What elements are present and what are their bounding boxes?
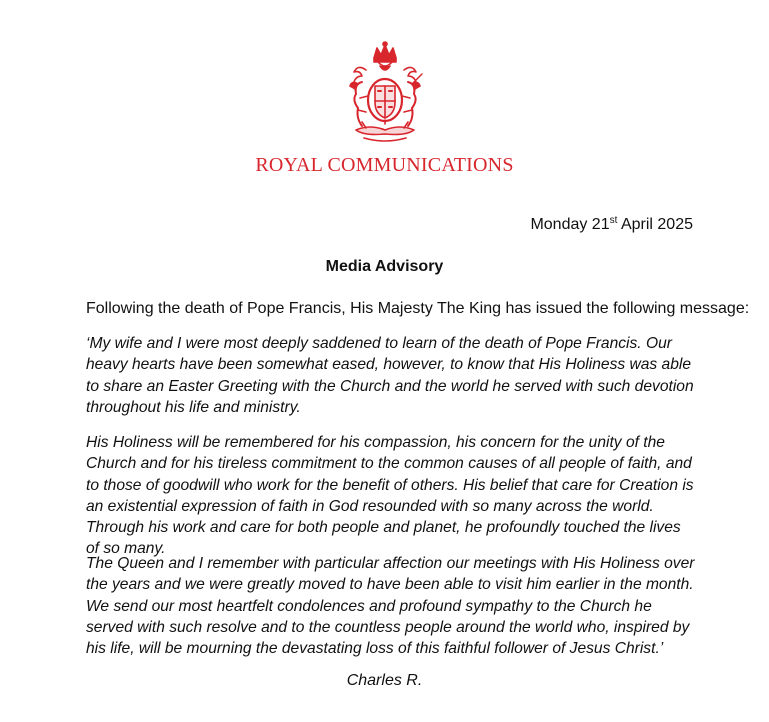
message-paragraph-2: His Holiness will be remembered for his compassion, his concern for the unity of the Church and for his tireless commitment to the common causes of all people of faith, and to those of goodwill who work for the benefit of others. His belief that care for Creation is an existential expression of faith in God resounded with so many across the world. Through his work and care for both people and planet, he profoundly touched the lives of so many. xyxy=(86,434,694,558)
message-paragraph-1: ‘My wife and I were most deeply saddened to learn of the death of Pope Francis. Our heavy hearts have been somewhat eased, however, to know that His Holiness was able to share an Easter Greeting with the Church and the world he served with such devotion throughout his life and ministry. xyxy=(86,335,694,416)
document-date xyxy=(530,216,693,234)
intro-paragraph: Following the death of Pope Francis, His Majesty The King has issued the following message: xyxy=(86,300,750,317)
header-title: ROYAL COMMUNICATIONS xyxy=(255,154,514,176)
date-month-year: April 2025 xyxy=(617,216,693,233)
royal-coat-of-arms-icon xyxy=(336,40,434,148)
date-weekday-day: Monday 21 xyxy=(530,216,610,233)
date-ordinal-suffix: st xyxy=(609,215,618,226)
signature: Charles R. xyxy=(346,672,423,689)
message-paragraph-3: The Queen and I remember with particular affection our meetings with His Holiness over the years and we were greatly moved to have been able to visit him earlier in the month. We send our most heartfelt condolences and profound sympathy to the Church he served with such resolve and to the countless people around the world who, inspired by his life, will be mourning the devastating loss of this faithful follower of Jesus Christ.’ xyxy=(86,555,695,658)
advisory-title: Media Advisory xyxy=(325,258,444,275)
